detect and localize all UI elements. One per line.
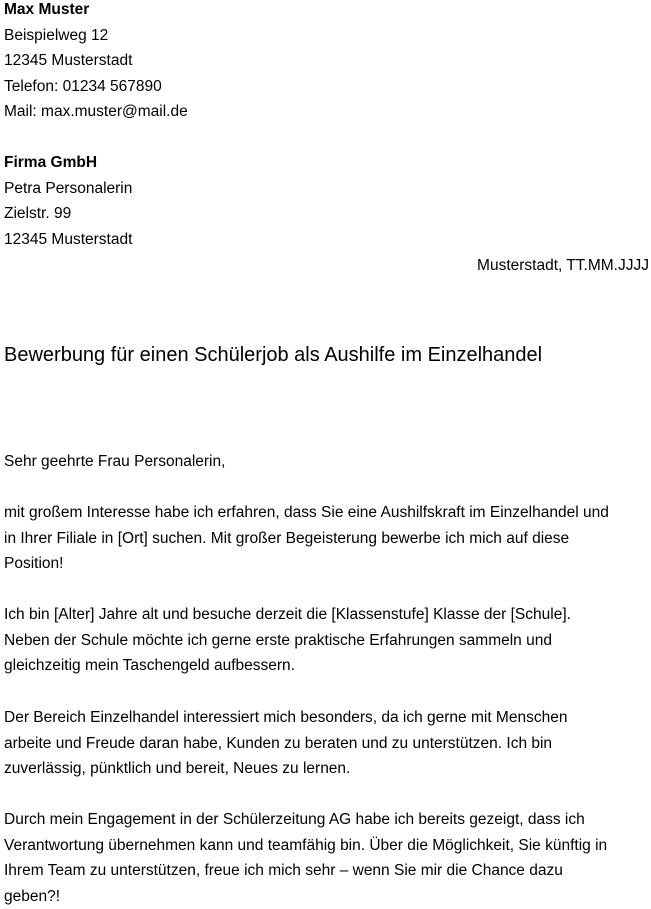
paragraph-line: in Ihrer Filiale in [Ort] suchen. Mit großer Begeisterung bewerbe ich mich auf diese <box>4 529 570 547</box>
recipient-street: Zielstr. 99 <box>4 205 72 223</box>
paragraph-line: Position! <box>4 555 64 573</box>
paragraph-line: Durch mein Engagement in der Schülerzeitung AG habe ich bereits gezeigt, dass ich <box>4 811 585 828</box>
paragraph-line: Ihrem Team zu unterstützen, freue ich mich sehr – wenn Sie mir die Chance dazu <box>4 862 563 880</box>
sender-street: Beispielweg 12 <box>4 26 109 44</box>
sender-mail: Mail: max.muster@mail.de <box>4 103 188 121</box>
paragraph-line: Der Bereich Einzelhandel interessiert mich besonders, da ich gerne mit Menschen <box>4 709 568 726</box>
paragraph-line: Neben der Schule möchte ich gerne erste praktische Erfahrungen sammeln und <box>4 631 552 649</box>
body-paragraph-2 <box>4 602 649 679</box>
paragraph-line: Verantwortung übernehmen kann und teamfähig bin. Über die Möglichkeit, Sie künftig in <box>4 836 608 854</box>
paragraph-line: geben?! <box>4 887 61 905</box>
body-paragraph-4 <box>4 807 649 909</box>
sender-city: 12345 Musterstadt <box>4 52 133 70</box>
recipient-city: 12345 Musterstadt <box>4 230 133 248</box>
paragraph-line: gleichzeitig mein Taschengeld aufbessern. <box>4 657 295 675</box>
body-paragraph-1 <box>4 500 649 577</box>
sender-address-block <box>4 0 188 125</box>
date-line: Musterstadt, TT.MM.JJJJ <box>477 257 649 274</box>
recipient-company: Firma GmbH <box>4 154 98 171</box>
paragraph-line: zuverlässig, pünktlich und bereit, Neues zu lernen. <box>4 760 351 778</box>
body-paragraph-3 <box>4 705 649 782</box>
paragraph-line: Ich bin [Alter] Jahre alt und besuche derzeit die [Klassenstufe] Klasse der [Schule]. <box>4 606 571 623</box>
paragraph-line: mit großem Interesse habe ich erfahren, dass Sie eine Aushilfskraft im Einzelhandel und <box>4 504 609 521</box>
recipient-contact: Petra Personalerin <box>4 179 133 197</box>
recipient-address-block <box>4 150 132 252</box>
sender-name: Max Muster <box>4 1 90 18</box>
paragraph-line: arbeite und Freude daran habe, Kunden zu beraten und zu unterstützen. Ich bin <box>4 734 553 752</box>
letter-subject: Bewerbung für einen Schülerjob als Aushilfe im Einzelhandel <box>4 344 543 366</box>
salutation: Sehr geehrte Frau Personalerin, <box>4 453 226 470</box>
sender-phone: Telefon: 01234 567890 <box>4 77 162 95</box>
